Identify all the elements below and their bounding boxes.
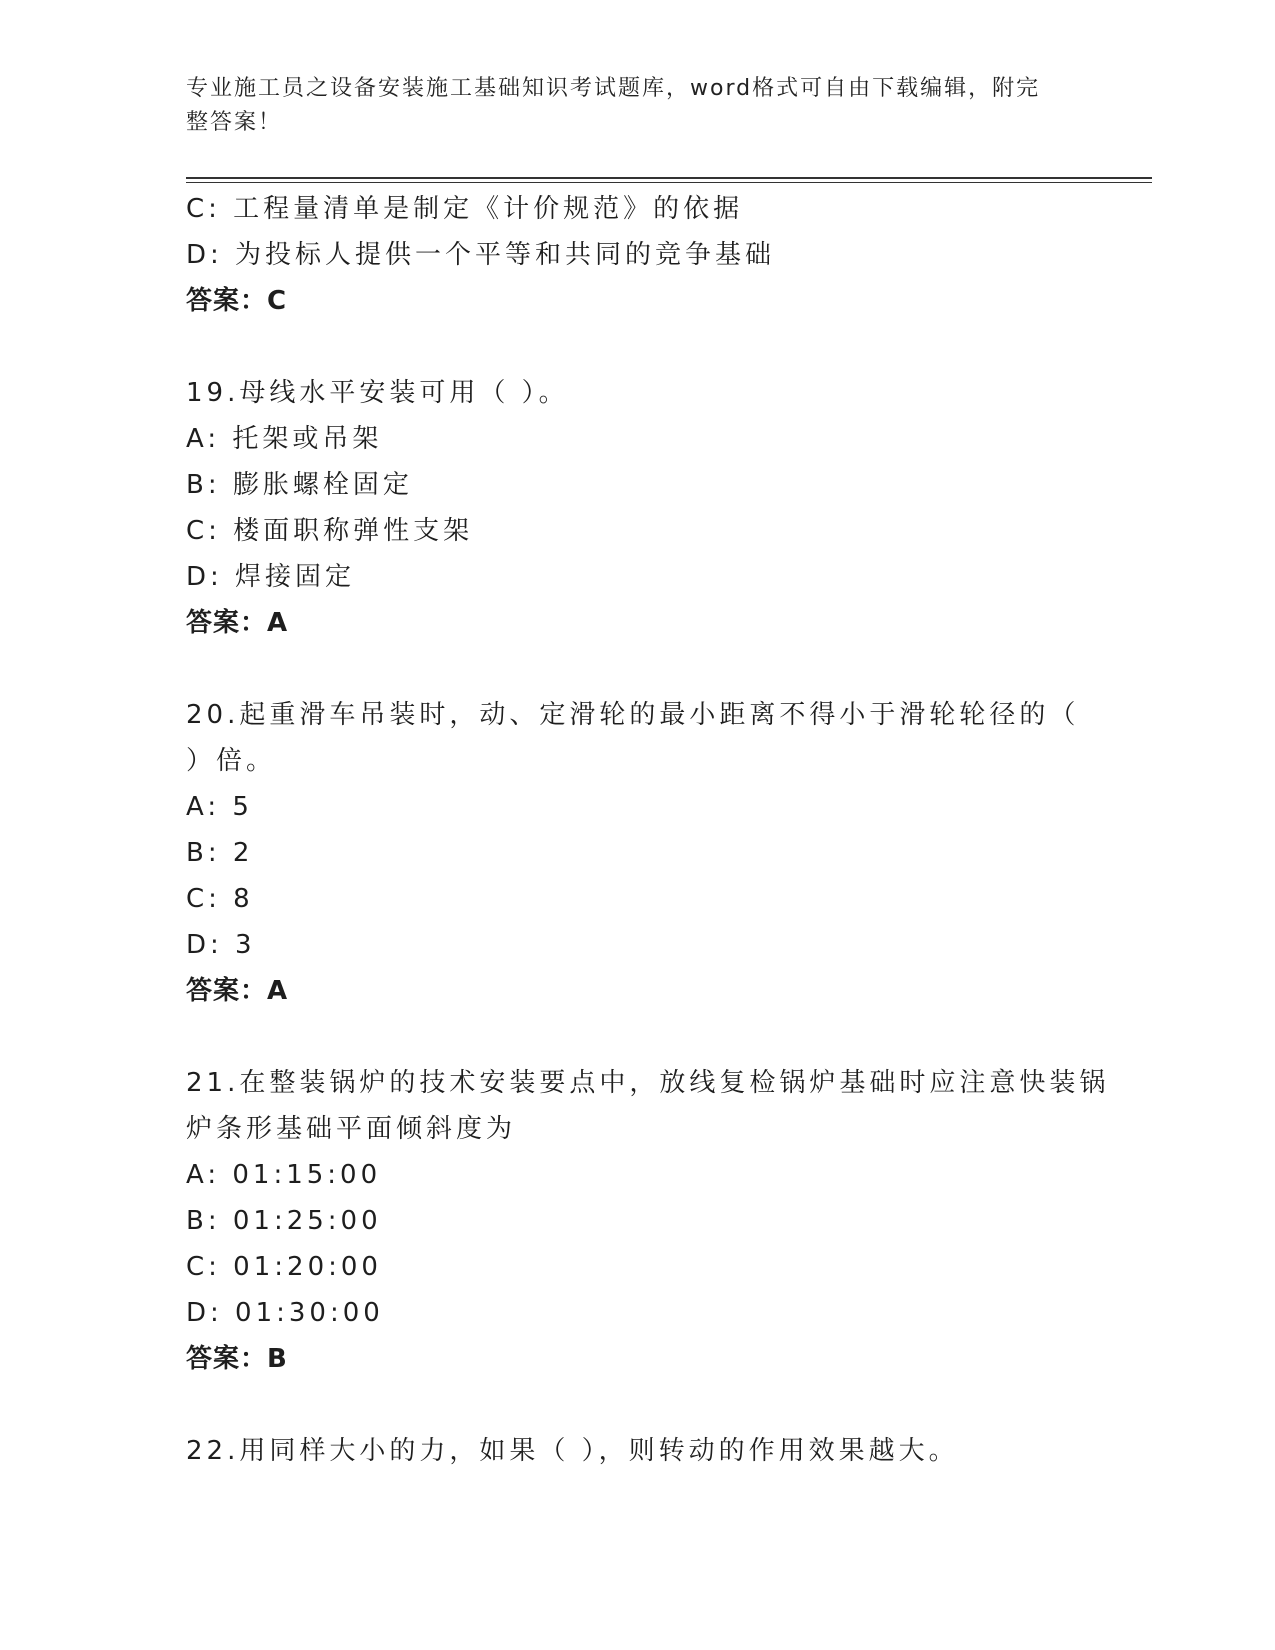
question-18 — [186, 186, 1086, 324]
spacer — [186, 324, 1086, 370]
option-c: C: 楼面职称弹性支架 — [186, 516, 474, 546]
option-a: A: 01:15:00 — [186, 1160, 382, 1190]
question-20 — [186, 692, 1086, 1014]
answer: 答案：A — [186, 976, 289, 1006]
option-b: B: 2 — [186, 838, 254, 868]
question-list — [186, 186, 1110, 1474]
header-title-line2: 整答案！ — [186, 110, 283, 135]
question-stem-line2: 炉条形基础平面倾斜度为 — [186, 1114, 517, 1144]
header-title-line1: 专业施工员之设备安装施工基础知识考试题库，word格式可自由下载编辑，附完 — [186, 76, 1041, 101]
page-header — [186, 72, 1066, 140]
option-a: A: 5 — [186, 792, 253, 822]
option-c: C: 01:20:00 — [186, 1252, 382, 1282]
question-stem: 19.母线水平安装可用（ ）。 — [186, 378, 569, 408]
header-divider-thick — [186, 177, 1152, 179]
spacer — [186, 1014, 1086, 1060]
option-b: B: 01:25:00 — [186, 1206, 382, 1236]
option-a: A: 托架或吊架 — [186, 424, 383, 454]
header-divider-thin — [186, 182, 1152, 183]
question-stem-line2: ）倍。 — [186, 746, 277, 776]
answer: 答案：A — [186, 608, 289, 638]
question-stem-line1: 21.在整装锅炉的技术安装要点中，放线复检锅炉基础时应注意快装锅 — [186, 1068, 1110, 1098]
question-stem-line1: 20.起重滑车吊装时，动、定滑轮的最小距离不得小于滑轮轮径的（ — [186, 700, 1080, 730]
option-d: D: 01:30:00 — [186, 1298, 384, 1328]
spacer — [186, 1382, 1086, 1428]
option-b: B: 膨胀螺栓固定 — [186, 470, 413, 500]
question-21 — [186, 1060, 1110, 1382]
option-c: C: 8 — [186, 884, 254, 914]
answer: 答案：B — [186, 1344, 288, 1374]
option-d: D: 焊接固定 — [186, 562, 356, 592]
option-d: D: 为投标人提供一个平等和共同的竞争基础 — [186, 240, 776, 270]
question-19 — [186, 370, 1086, 646]
option-d: D: 3 — [186, 930, 256, 960]
question-22 — [186, 1428, 1086, 1474]
option-c: C: 工程量清单是制定《计价规范》的依据 — [186, 194, 744, 224]
spacer — [186, 646, 1086, 692]
question-stem: 22.用同样大小的力，如果（ ），则转动的作用效果越大。 — [186, 1436, 959, 1466]
answer: 答案：C — [186, 286, 288, 316]
